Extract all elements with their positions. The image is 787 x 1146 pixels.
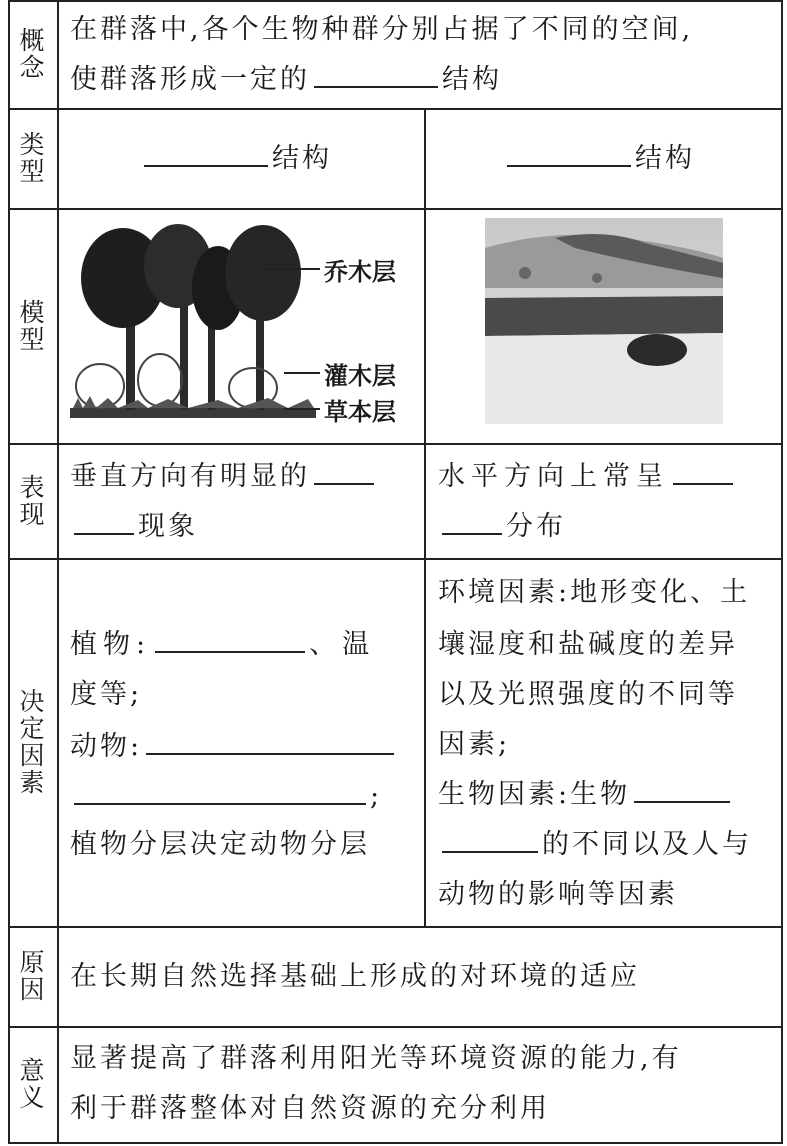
answer-blank xyxy=(155,621,305,653)
label-column-divider xyxy=(57,0,59,1144)
factors-plant-suffix: 、温 xyxy=(309,629,376,660)
factors-right-line-1: 环境因素:地形变化、土 xyxy=(438,577,751,608)
factors-conclusion: 植物分层决定动物分层 xyxy=(70,829,370,860)
row-label-type: 类型 xyxy=(16,131,45,185)
row-divider xyxy=(8,1026,783,1028)
answer-blank xyxy=(634,771,730,803)
content-column-divider xyxy=(424,108,426,926)
table-border-right xyxy=(781,0,783,1144)
row-divider xyxy=(8,108,783,110)
ground-strip xyxy=(70,408,316,418)
significance-line-2: 利于群落整体对自然资源的充分利用 xyxy=(70,1093,550,1124)
dark-field-band xyxy=(485,296,723,336)
manifestation-left-text-1: 垂直方向有明显的 xyxy=(70,461,310,492)
factors-semicolon: ; xyxy=(370,781,383,812)
row-label-cause: 原因 xyxy=(16,949,45,1003)
type-right xyxy=(503,134,695,184)
tree-layer-label: 乔木层 xyxy=(324,258,396,286)
concept-line-1: 在群落中,各个生物种群分别占据了不同的空间, xyxy=(70,14,694,45)
row-divider xyxy=(8,558,783,560)
factors-animal-line xyxy=(70,722,398,772)
distant-shrub xyxy=(592,273,602,283)
answer-blank xyxy=(314,453,374,485)
concept-line-2-suffix: 结构 xyxy=(442,64,502,95)
leader-line-shrub-layer xyxy=(284,372,320,374)
table-border-bottom xyxy=(8,1142,783,1144)
row-divider xyxy=(8,926,783,928)
row-divider xyxy=(8,443,783,445)
bush-in-field xyxy=(627,334,687,366)
row-label-factors: 决定因素 xyxy=(16,688,45,796)
factors-animal-line-2 xyxy=(70,772,382,822)
row-label-concept: 概念 xyxy=(16,27,45,81)
significance-line-1: 显著提高了群落利用阳光等环境资源的能力,有 xyxy=(70,1043,682,1074)
factors-plant-line-2: 度等; xyxy=(70,679,143,710)
row-divider xyxy=(8,208,783,210)
answer-blank xyxy=(673,453,733,485)
leader-line-tree-layer xyxy=(262,268,320,270)
factors-right-line-7: 动物的影响等因素 xyxy=(438,879,678,910)
answer-blank xyxy=(74,503,134,535)
manifestation-right-text-2: 分布 xyxy=(506,511,566,542)
light-field xyxy=(485,333,723,424)
factors-right-line-6 xyxy=(438,820,752,870)
concept-line-2 xyxy=(70,55,502,105)
grassland-photo xyxy=(485,218,723,424)
factors-right-line-3: 以及光照强度的不同等 xyxy=(438,679,738,710)
grass-layer xyxy=(73,396,314,408)
factors-plant-line xyxy=(70,620,375,670)
shrub xyxy=(76,364,124,408)
factors-plant-text: 植物: xyxy=(70,629,152,660)
answer-blank xyxy=(442,503,502,535)
leader-line-herb-layer xyxy=(284,408,320,410)
manifestation-left-line-1 xyxy=(70,452,378,502)
factors-right-line-2: 壤湿度和盐碱度的差异 xyxy=(438,629,738,660)
manifestation-right-line-1 xyxy=(438,452,737,502)
type-left-suffix: 结构 xyxy=(272,143,332,174)
cause-text: 在长期自然选择基础上形成的对环境的适应 xyxy=(70,961,640,992)
factors-animal-text: 动物: xyxy=(70,731,143,762)
herb-layer-label: 草本层 xyxy=(324,398,396,426)
factors-right-line-5 xyxy=(438,770,734,820)
factors-right-text-6: 的不同以及人与 xyxy=(542,829,752,860)
tree-canopy xyxy=(225,225,301,321)
distant-shrub xyxy=(519,267,531,279)
factors-right-text-5: 生物因素:生物 xyxy=(438,779,631,810)
type-left xyxy=(140,134,332,184)
table-border-top xyxy=(8,0,783,2)
manifestation-right-line-2 xyxy=(438,502,566,552)
answer-blank xyxy=(74,773,366,805)
shrub xyxy=(138,354,182,406)
manifestation-left-text-2: 现象 xyxy=(138,511,198,542)
type-right-suffix: 结构 xyxy=(635,143,695,174)
row-label-manifestation: 表现 xyxy=(16,473,45,528)
forest-layers-illustration xyxy=(68,218,318,426)
answer-blank xyxy=(144,135,268,167)
row-label-model: 模型 xyxy=(16,298,45,353)
answer-blank xyxy=(507,135,631,167)
answer-blank xyxy=(442,821,538,853)
concept-line-2-text: 使群落形成一定的 xyxy=(70,64,310,95)
answer-blank xyxy=(146,723,394,755)
answer-blank xyxy=(314,56,438,88)
factors-right-line-4: 因素; xyxy=(438,729,511,760)
shrub-layer-label: 灌木层 xyxy=(324,362,396,390)
manifestation-right-text-1: 水平方向上常呈 xyxy=(438,461,669,492)
manifestation-left-line-2 xyxy=(70,502,198,552)
row-label-significance: 意义 xyxy=(16,1057,45,1111)
